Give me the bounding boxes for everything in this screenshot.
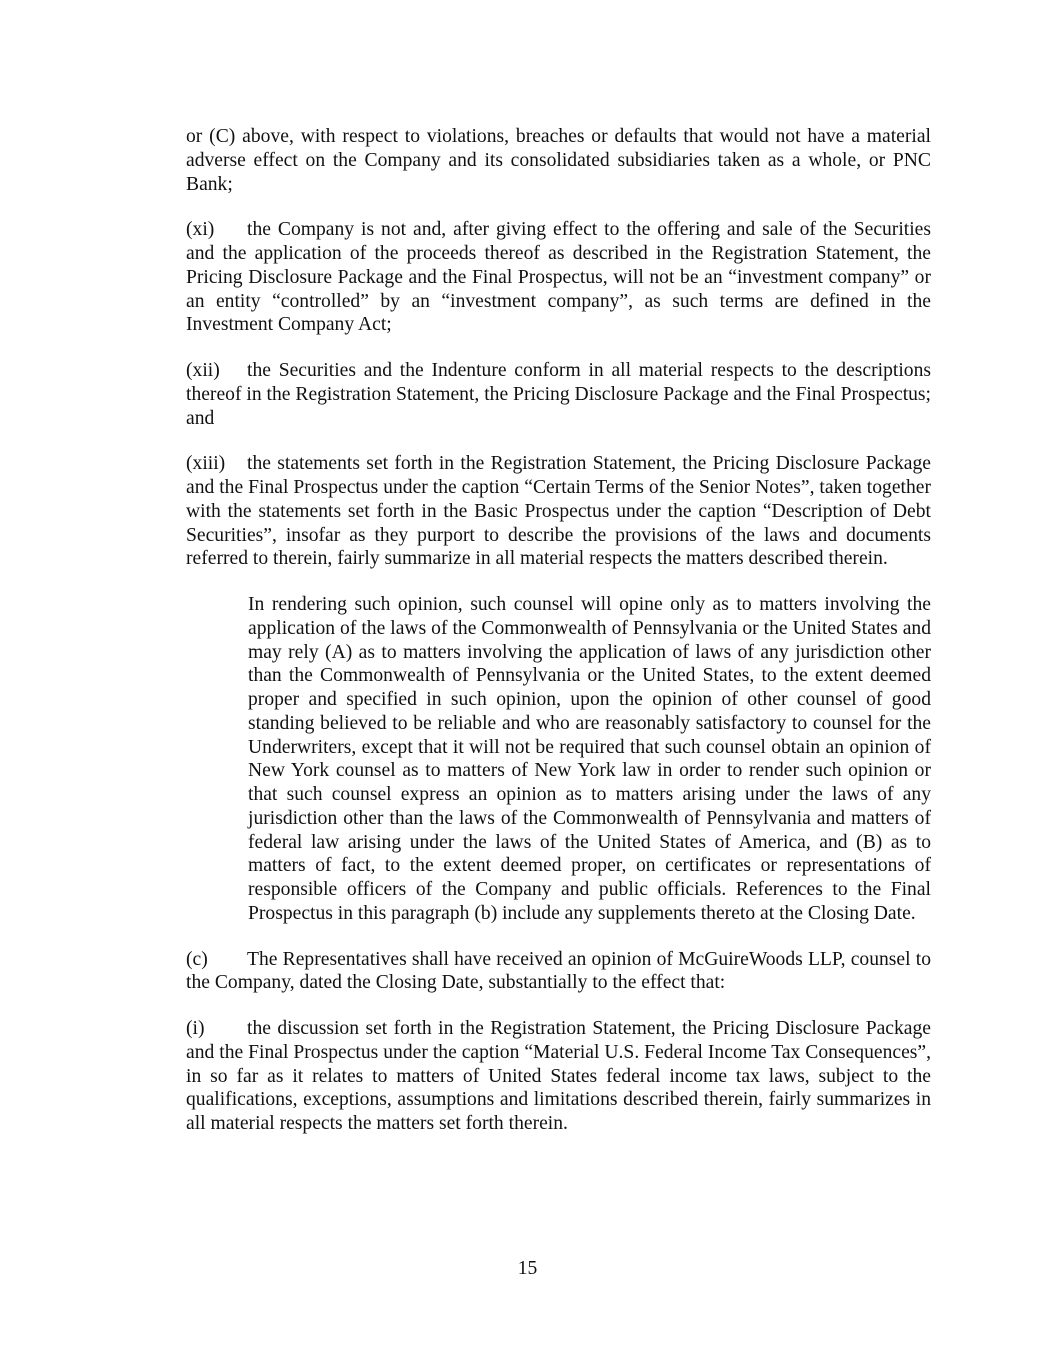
paragraph-label: (i) <box>186 1018 205 1039</box>
paragraph-xi <box>186 218 931 337</box>
paragraph-text: the statements set forth in the Registration Statement, the Pricing Disclosure Package and the Final Prospectus under the caption “Certain Terms of the Senior Notes”, taken together with the statements set forth in the Basic Prospectus under the caption “Description of Debt Securities”, insofar as they purport to describe the provisions of the laws and documents referred to therein, fairly summarize in all material respects the matters described therein. <box>186 453 931 570</box>
paragraph-text: In rendering such opinion, such counsel will opine only as to matters involving the application of the laws of the Commonwealth of Pennsylvania or the United States and may rely (A) as to matters involving the application of laws of any jurisdiction other than the Commonwealth of Pennsylvania or the United States, to the extent deemed proper and specified in such opinion, upon the opinion of other counsel of good standing believed to be reliable and who are reasonably satisfactory to counsel for the Underwriters, except that it will not be required that such counsel obtain an opinion of New York counsel as to matters of New York law in order to render such opinion or that such counsel express an opinion as to matters arising under the laws of any jurisdiction other than the laws of the Commonwealth of Pennsylvania and matters of federal law arising under the laws of the United States of America, and (B) as to matters of fact, to the extent deemed proper, on certificates or representations of responsible officers of the Company and public officials. References to the Final Prospectus in this paragraph (b) include any supplements thereto at the Closing Date. <box>248 594 931 924</box>
paragraph-text: the Company is not and, after giving effect to the offering and sale of the Securities and the application of the proceeds thereof as described in the Registration Statement, the Pricing Disclosure Package and the Final Prospectus, will not be an “investment company” or an entity “controlled” by an “investment company”, as such terms are defined in the Investment Company Act; <box>186 219 931 336</box>
paragraph-label: (c) <box>186 948 208 970</box>
paragraph-i <box>186 1017 931 1136</box>
paragraph-continuation <box>186 125 931 196</box>
paragraph-text: the discussion set forth in the Registration Statement, the Pricing Disclosure Package and the Final Prospectus under the caption “Material U.S. Federal Income Tax Consequences”, in so far as it relates to matters of United States federal income tax laws, subject to the qualifications, exceptions, assumptions and limitations described therein, fairly summarizes in all material respects the matters set forth therein. <box>186 1018 931 1134</box>
paragraph-c <box>186 948 931 996</box>
paragraph-text: The Representatives shall have received an opinion of McGuireWoods LLP, counsel to the Company, dated the Closing Date, substantially to the effect that: <box>186 948 931 994</box>
paragraph-text: or (C) above, with respect to violations, breaches or defaults that would not have a material adverse effect on the Company and its consolidated subsidiaries taken as a whole, or PNC Bank; <box>186 126 931 195</box>
paragraph-label: (xiii) <box>186 453 226 475</box>
paragraph-xii <box>186 359 931 430</box>
paragraph-label: (xii) <box>186 360 220 381</box>
page-number: 15 <box>517 1258 538 1279</box>
paragraph-xiii <box>186 452 931 571</box>
paragraph-opinion-note <box>248 593 931 926</box>
paragraph-text: the Securities and the Indenture conform in all material respects to the descriptions thereof in the Registration Statement, the Pricing Disclosure Package and the Final Prospectus; and <box>186 360 931 429</box>
paragraph-label: (xi) <box>186 219 215 241</box>
document-body <box>186 125 931 1158</box>
